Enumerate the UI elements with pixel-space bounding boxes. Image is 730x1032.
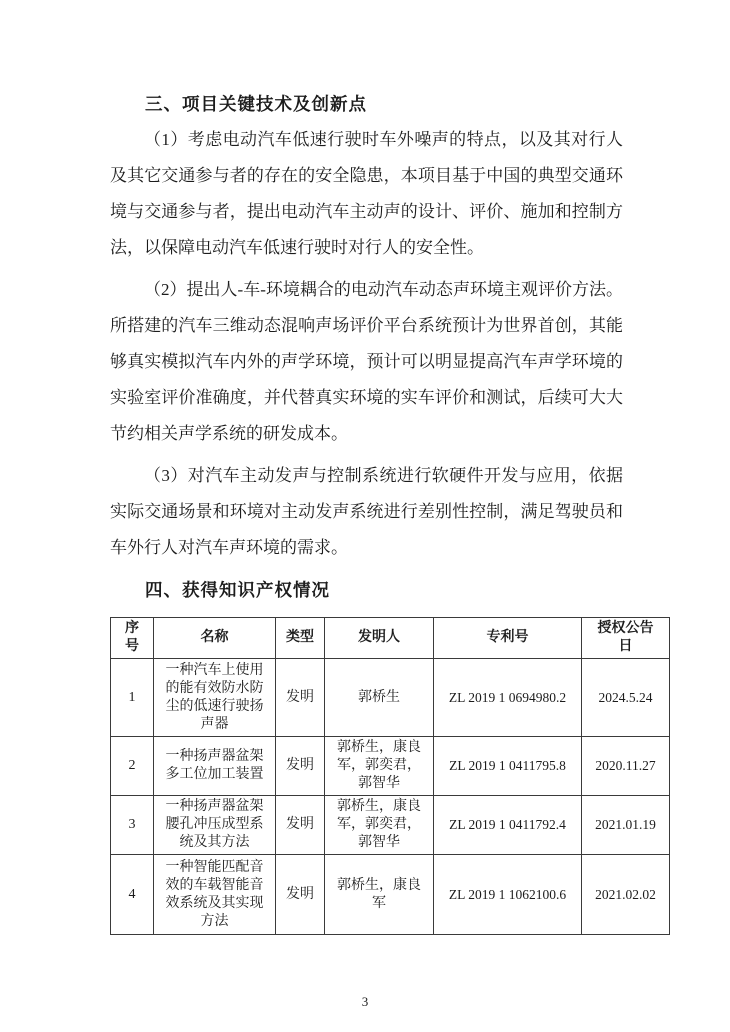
col-header-inventor: 发明人 bbox=[325, 618, 434, 659]
cell-grant-date: 2021.01.19 bbox=[582, 796, 670, 855]
cell-seq: 2 bbox=[111, 737, 154, 796]
cell-name: 一种汽车上使用的能有效防水防尘的低速行驶扬声器 bbox=[154, 659, 276, 737]
col-header-name: 名称 bbox=[154, 618, 276, 659]
col-header-grant-date: 授权公告日 bbox=[582, 618, 670, 659]
cell-type: 发明 bbox=[276, 659, 325, 737]
table-row bbox=[111, 659, 670, 737]
cell-type: 发明 bbox=[276, 855, 325, 935]
document-content bbox=[110, 86, 656, 935]
cell-seq: 1 bbox=[111, 659, 154, 737]
paragraph-innovation-1: （1）考虑电动汽车低速行驶时车外噪声的特点，以及其对行人及其它交通参与者的存在的安全隐患，本项目基于中国的典型交通环境与交通参与者，提出电动汽车主动声的设计、评价、施加和控制方法，以保障电动汽车低速行驶时对行人的安全性。 bbox=[110, 130, 623, 257]
cell-patent-no: ZL 2019 1 0694980.2 bbox=[434, 659, 582, 737]
paragraph-innovation-2: （2）提出人-车-环境耦合的电动汽车动态声环境主观评价方法。所搭建的汽车三维动态混响声场评价平台系统预计为世界首创，其能够真实模拟汽车内外的声学环境，预计可以明显提高汽车声学环境的实验室评价准确度，并代替真实环境的实车评价和测试，后续可大大节约相关声学系统的研发成本。 bbox=[110, 280, 623, 443]
paragraph-innovation-3: （3）对汽车主动发声与控制系统进行软硬件开发与应用，依据实际交通场景和环境对主动发声系统进行差别性控制，满足驾驶员和车外行人对汽车声环境的需求。 bbox=[110, 466, 623, 557]
cell-patent-no: ZL 2019 1 1062100.6 bbox=[434, 855, 582, 935]
cell-type: 发明 bbox=[276, 737, 325, 796]
section-heading-intellectual-property: 四、获得知识产权情况 bbox=[145, 580, 330, 600]
cell-inventor: 郭桥生，康良军 bbox=[325, 855, 434, 935]
table-row bbox=[111, 796, 670, 855]
cell-grant-date: 2020.11.27 bbox=[582, 737, 670, 796]
cell-name: 一种扬声器盆架多工位加工装置 bbox=[154, 737, 276, 796]
cell-grant-date: 2021.02.02 bbox=[582, 855, 670, 935]
col-header-type: 类型 bbox=[276, 618, 325, 659]
cell-seq: 4 bbox=[111, 855, 154, 935]
page-number: 3 bbox=[361, 994, 369, 1009]
cell-inventor: 郭桥生，康良军，郭奕君，郭智华 bbox=[325, 796, 434, 855]
cell-seq: 3 bbox=[111, 796, 154, 855]
cell-name: 一种智能匹配音效的车载智能音效系统及其实现方法 bbox=[154, 855, 276, 935]
patent-table bbox=[110, 617, 670, 935]
col-header-seq: 序号 bbox=[111, 618, 154, 659]
table-header-row bbox=[111, 618, 670, 659]
cell-type: 发明 bbox=[276, 796, 325, 855]
cell-grant-date: 2024.5.24 bbox=[582, 659, 670, 737]
cell-inventor: 郭桥生 bbox=[325, 659, 434, 737]
cell-patent-no: ZL 2019 1 0411795.8 bbox=[434, 737, 582, 796]
cell-name: 一种扬声器盆架腰孔冲压成型系统及其方法 bbox=[154, 796, 276, 855]
table-row bbox=[111, 855, 670, 935]
section-heading-key-technology: 三、项目关键技术及创新点 bbox=[145, 94, 367, 114]
table-row bbox=[111, 737, 670, 796]
cell-patent-no: ZL 2019 1 0411792.4 bbox=[434, 796, 582, 855]
cell-inventor: 郭桥生，康良军，郭奕君，郭智华 bbox=[325, 737, 434, 796]
col-header-patent-no: 专利号 bbox=[434, 618, 582, 659]
